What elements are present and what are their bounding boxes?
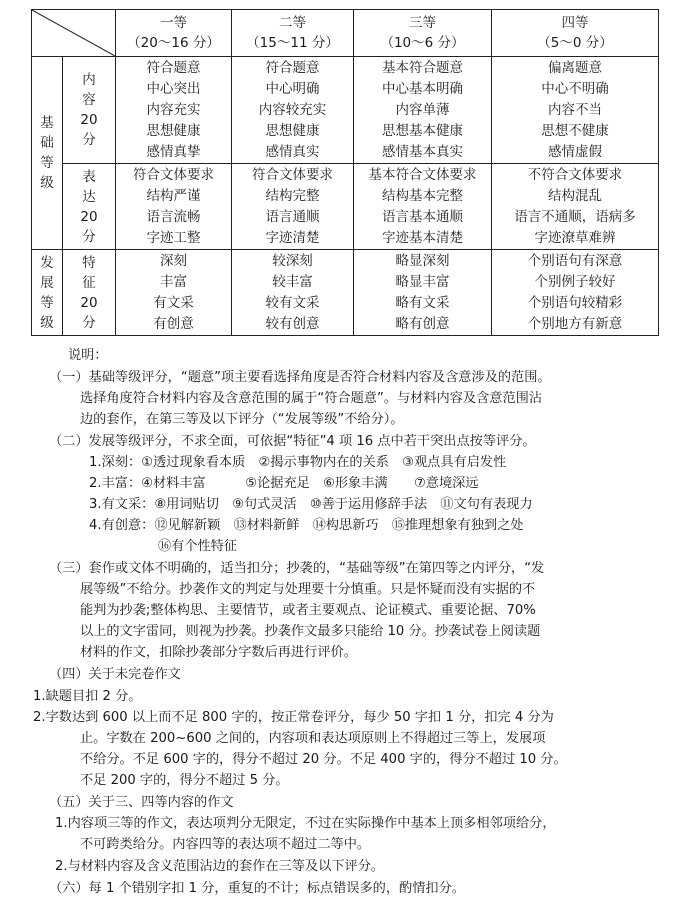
grade-header-row bbox=[32, 10, 659, 57]
cell-expression-grade1: 符合文体要求 结构严谨 语言流畅 字迹工整 bbox=[116, 164, 232, 250]
row-label-content: 内 容 20 分 bbox=[63, 57, 116, 164]
note-line: 1.深刻：①透过现象看本质 ②揭示事物内在的关系 ③观点具有启发性 bbox=[89, 455, 507, 470]
grade-range: （5～0 分） bbox=[537, 35, 613, 51]
note-line: ⑯有个性特征 bbox=[158, 539, 238, 554]
row-label-feature: 特 征 20 分 bbox=[63, 250, 116, 336]
section-label-basic: 基 础 等 级 bbox=[32, 57, 63, 250]
note-line: 说明： bbox=[68, 348, 108, 363]
diagonal-line bbox=[32, 10, 115, 56]
cell-expression-grade3: 基本符合文体要求 结构基本完整 语言基本通顺 字迹基本清楚 bbox=[354, 164, 492, 250]
note-line: 以上的文字雷同，则视为抄袭。抄袭作文最多只能给 10 分。抄袭试卷上阅读题 bbox=[80, 624, 541, 639]
cell-expression-grade2: 符合文体要求 结构完整 语言通顺 字迹清楚 bbox=[232, 164, 354, 250]
note-line: 4.有创意：⑫见解新颖 ⑬材料新鲜 ⑭构思新巧 ⑮推理想象有独到之处 bbox=[89, 518, 524, 533]
note-line: 2.字数达到 600 以上而不足 800 字的，按正常卷评分，每少 50 字扣 1 分，扣完 4 分为 bbox=[33, 710, 554, 725]
note-line: （三）套作或文体不明确的，适当扣分；抄袭的，“基础等级”在第四等之内评分，“发 bbox=[49, 561, 545, 576]
cell-feature-grade4: 个别语句有深意 个别例子较好 个别语句较精彩 个别地方有新意 bbox=[492, 250, 659, 336]
note-line: 不可跨类给分。内容四等的表达项不超过二等中。 bbox=[80, 837, 371, 852]
note-line: 1.内容项三等的作文，表达项判分无限定，不过在实际操作中基本上顶多相邻项给分， bbox=[55, 816, 556, 831]
grade-name: 四等 bbox=[561, 15, 589, 31]
expression-row bbox=[32, 164, 659, 250]
cell-content-grade4: 偏离题意 中心不明确 内容不当 思想不健康 感情虚假 bbox=[492, 57, 659, 164]
cell-expression-grade4: 不符合文体要求 结构混乱 语言不通顺，语病多 字迹潦草难辨 bbox=[492, 164, 659, 250]
feature-row bbox=[32, 250, 659, 336]
note-line: 止。字数在 200~600 之间的，内容项和表达项原则上不得超过三等上，发展项 bbox=[80, 731, 546, 746]
grade-header-4 bbox=[492, 10, 659, 57]
note-line: （六）每 1 个错别字扣 1 分，重复的不计；标点错误多的，酌情扣分。 bbox=[49, 881, 465, 896]
note-line: 边的套作，在第三等及以下评分（“发展等级”不给分）。 bbox=[80, 412, 404, 427]
note-line: （二）发展等级评分，不求全面，可依据“特征”4 项 16 点中若干突出点按等评分。 bbox=[49, 434, 536, 449]
corner-cell bbox=[32, 10, 116, 57]
note-line: 不给分。不足 600 字的，得分不超过 20 分。不足 400 字的，得分不超过 10 分。 bbox=[80, 752, 567, 767]
note-line: （一）基础等级评分，“题意”项主要看选择角度是否符合材料内容及含意涉及的范围。 bbox=[49, 370, 551, 385]
cell-content-grade3: 基本符合题意 中心基本明确 内容单薄 思想基本健康 感情基本真实 bbox=[354, 57, 492, 164]
note-line: 材料的作文，扣除抄袭部分字数后再进行评价。 bbox=[80, 645, 357, 660]
grade-header-3 bbox=[354, 10, 492, 57]
cell-feature-grade3: 略显深刻 略显丰富 略有文采 略有创意 bbox=[354, 250, 492, 336]
grade-name: 一等 bbox=[160, 15, 187, 31]
grade-header-2 bbox=[232, 10, 354, 57]
note-line: （五）关于三、四等内容的作文 bbox=[49, 795, 234, 810]
note-line: 展等级”不给分。抄袭作文的判定与处理要十分慎重。只是怀疑而没有实据的不 bbox=[80, 582, 536, 597]
grade-name: 二等 bbox=[279, 15, 306, 31]
row-label-expression: 表 达 20 分 bbox=[63, 164, 116, 250]
note-line: 3.有文采：⑧用词贴切 ⑨句式灵活 ⑩善于运用修辞手法 ⑪文句有表现力 bbox=[89, 497, 533, 512]
grading-rubric-table bbox=[31, 9, 659, 336]
note-line: 2.与材料内容及含义范围沾边的套作在三等及以下评分。 bbox=[55, 859, 385, 874]
grade-range: （10～6 分） bbox=[380, 35, 465, 51]
grade-name: 三等 bbox=[409, 15, 436, 31]
note-line: 不足 200 字的，得分不超过 5 分。 bbox=[80, 773, 289, 788]
cell-content-grade1: 符合题意 中心突出 内容充实 思想健康 感情真挚 bbox=[116, 57, 232, 164]
grade-range: （20～16 分） bbox=[127, 35, 220, 51]
cell-feature-grade2: 较深刻 较丰富 较有文采 较有创意 bbox=[232, 250, 354, 336]
content-row bbox=[32, 57, 659, 164]
grade-range: （15～11 分） bbox=[246, 35, 339, 51]
note-line: 1.缺题目扣 2 分。 bbox=[33, 689, 142, 704]
section-label-development: 发 展 等 级 bbox=[32, 250, 63, 336]
cell-feature-grade1: 深刻 丰富 有文采 有创意 bbox=[116, 250, 232, 336]
note-line: 2.丰富：④材料丰富 ⑤论据充足 ⑥形象丰满 ⑦意境深远 bbox=[89, 476, 479, 491]
note-line: 能判为抄袭;整体构思、主要情节，或者主要观点、论证模式、重要论据、70% bbox=[80, 603, 536, 618]
note-line: （四）关于未完卷作文 bbox=[49, 667, 181, 682]
cell-content-grade2: 符合题意 中心明确 内容较充实 思想健康 感情真实 bbox=[232, 57, 354, 164]
note-line: 选择角度符合材料内容及含意范围的属于“符合题意”。与材料内容及含意范围沾 bbox=[80, 391, 543, 406]
grade-header-1 bbox=[116, 10, 232, 57]
